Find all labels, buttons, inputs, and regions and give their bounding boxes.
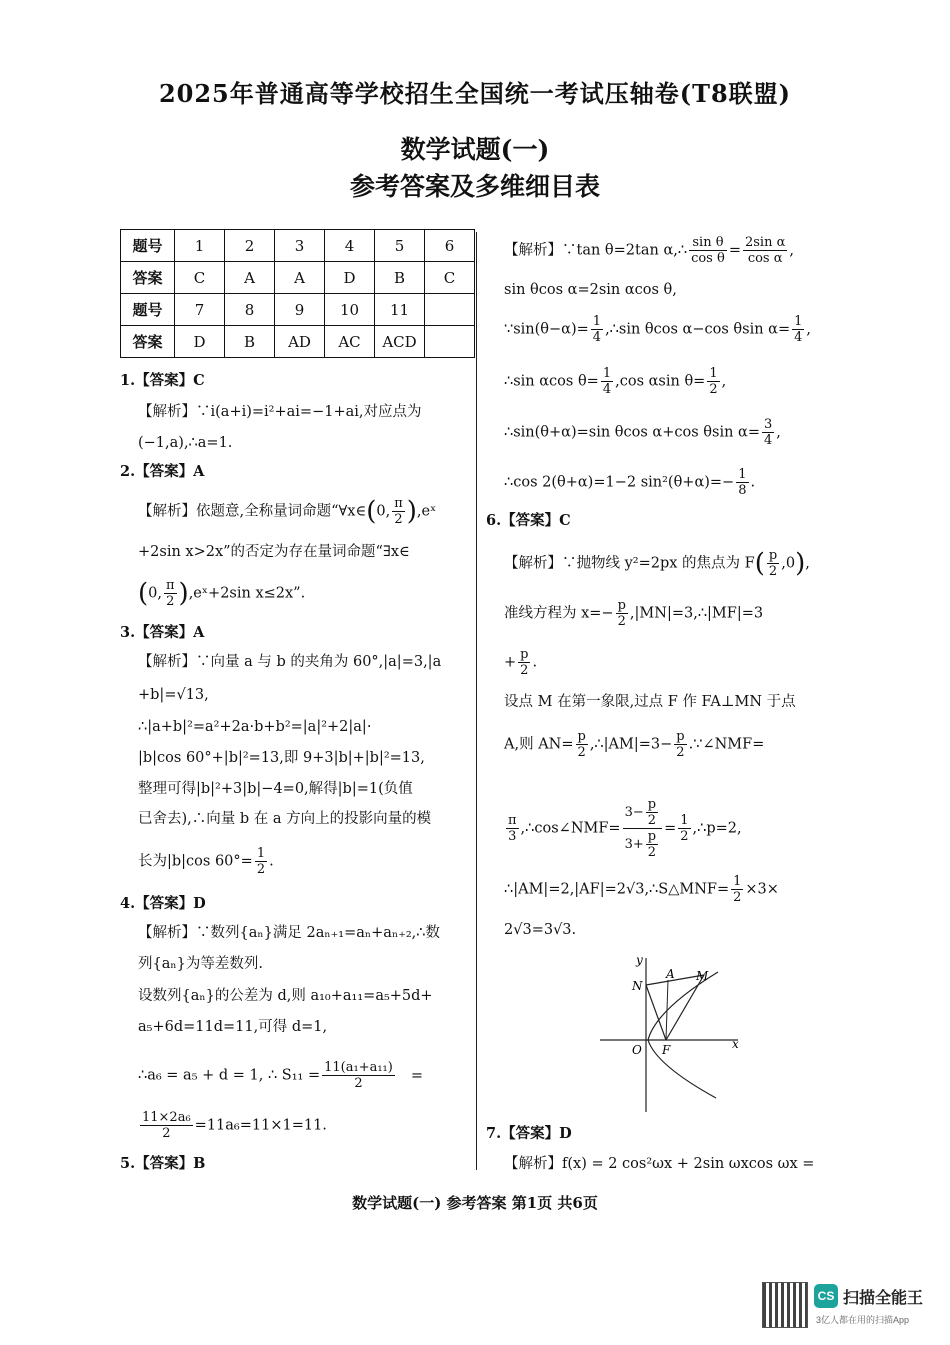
denominator: 2 — [576, 744, 588, 760]
fraction — [743, 235, 787, 266]
table-cell: 5 — [375, 230, 425, 262]
text: ×3× — [745, 881, 779, 898]
answer-table — [120, 229, 475, 358]
text: ∴sin αcos θ= — [504, 373, 599, 390]
table-cell: A — [225, 262, 275, 294]
parabola-curve — [648, 972, 718, 1098]
text: ,eˣ+2sin x≤2x”. — [188, 585, 306, 602]
table-cell — [425, 294, 475, 326]
numerator: 1 — [709, 366, 718, 381]
q5-solution-line — [504, 467, 755, 498]
denominator: 4 — [763, 433, 773, 448]
numerator: π — [394, 496, 403, 511]
denominator: 2 — [733, 890, 742, 905]
table-cell: C — [425, 262, 475, 294]
denominator: 2 — [164, 593, 177, 609]
numerator: 1 — [592, 314, 602, 329]
numerator: 11×2a₆ — [142, 1110, 191, 1125]
fraction — [591, 314, 603, 345]
paren: ( — [754, 548, 765, 579]
text: = — [410, 1067, 423, 1084]
fraction — [767, 548, 779, 579]
table-row — [121, 262, 475, 294]
text: ,eˣ — [416, 503, 437, 520]
fraction — [164, 578, 177, 609]
table-cell: C — [175, 262, 225, 294]
fraction — [616, 598, 628, 629]
table-cell: B — [225, 326, 275, 358]
text: ,∴|AM|=3− — [589, 736, 673, 753]
numerator: π — [508, 813, 517, 828]
text: ∴cos 2(θ+α)=1−2 sin²(θ+α)=− — [504, 474, 735, 491]
fraction — [792, 314, 804, 345]
numerator: p — [768, 548, 778, 563]
parabola-figure — [596, 950, 746, 1115]
denominator: 2 — [709, 382, 718, 397]
text: 准线方程为 x=− — [504, 605, 614, 622]
text: ,cos αsin θ= — [615, 373, 706, 390]
fraction — [601, 366, 613, 397]
table-cell: 6 — [425, 230, 475, 262]
denominator: 4 — [794, 330, 803, 345]
table-cell: 10 — [325, 294, 375, 326]
table-cell: 答案 — [121, 262, 175, 294]
text: ,|MN|=3,∴|MF|=3 — [629, 605, 764, 622]
camscanner-logo: CS — [814, 1284, 838, 1308]
text: . — [269, 853, 274, 870]
table-cell: AD — [275, 326, 325, 358]
q6-solution-line: 设点 M 在第一象限,过点 F 作 FA⊥MN 于点 — [504, 694, 796, 710]
fraction — [762, 417, 774, 448]
q6-solution-line: 2√3=3√3. — [504, 922, 577, 938]
q5-solution-line — [504, 314, 811, 345]
text: ∴a₆ = a₅ + d = 1, ∴ S₁₁ = — [138, 1067, 321, 1084]
denominator: 4 — [592, 330, 602, 345]
text: . — [532, 654, 538, 671]
table-cell: 4 — [325, 230, 375, 262]
label-O: O — [632, 1043, 642, 1057]
fraction — [674, 729, 686, 760]
q5-answer: 5.【答案】B — [120, 1155, 206, 1172]
text: , — [776, 424, 781, 441]
table-cell: 11 — [375, 294, 425, 326]
q3-solution-line: 【解析】∵向量 a 与 b 的夹角为 60°,|a|=3,|a — [138, 654, 442, 670]
text: ∴|AM|=2,|AF|=2√3,∴S△MNF= — [504, 881, 730, 898]
fraction — [707, 366, 719, 397]
numerator: p — [617, 598, 626, 613]
table-cell: D — [325, 262, 375, 294]
denominator: 2 — [322, 1075, 395, 1091]
q3-solution-line: ∴|a+b|²=a²+2a·b+b²=|a|²+2|a|· — [138, 719, 372, 735]
denominator: cos α — [743, 250, 787, 266]
numerator — [623, 797, 663, 828]
q3-answer: 3.【答案】A — [120, 624, 205, 641]
numerator: p — [520, 647, 529, 662]
table-cell: 答案 — [121, 326, 175, 358]
q7-solution-line: 【解析】f(x) = 2 cos²ωx + 2sin ωxcos ωx = — [504, 1156, 815, 1172]
fraction — [506, 813, 519, 844]
paren: ) — [178, 578, 189, 609]
text: 【解析】∵tan θ=2tan α,∴ — [504, 242, 688, 259]
q4-solution-line: a₅+6d=11d=11,可得 d=1, — [138, 1019, 328, 1035]
denominator: 3 — [506, 828, 519, 844]
text: ,∴p=2, — [692, 820, 742, 837]
subject-title: 数学试题(一) — [400, 135, 550, 164]
q2-solution-line: +2sin x>2x”的否定为存在量词命题“∃x∈ — [138, 544, 410, 560]
text: .∵∠NMF= — [688, 736, 765, 753]
table-cell: D — [175, 326, 225, 358]
q2-answer: 2.【答案】A — [120, 463, 205, 480]
text: + — [504, 654, 517, 671]
segment-NF — [646, 985, 666, 1040]
fraction — [736, 467, 748, 498]
table-cell: 1 — [175, 230, 225, 262]
text: 【解析】依题意,全称量词命题“∀x∈ — [138, 503, 367, 520]
table-row — [121, 294, 475, 326]
text: ,∴sin θcos α−cos θsin α= — [605, 321, 791, 338]
text: = — [728, 242, 741, 259]
q3-solution-line: |b|cos 60°+|b|²=13,即 9+3|b|+|b|²=13, — [138, 750, 425, 766]
q4-solution-line — [138, 1060, 423, 1091]
numerator: 2sin α — [744, 235, 786, 250]
q5-solution-line — [504, 235, 794, 266]
table-cell: 3 — [275, 230, 325, 262]
denominator: 2 — [140, 1125, 193, 1141]
q5-solution-line — [504, 366, 726, 397]
table-cell: AC — [325, 326, 375, 358]
paren: ( — [366, 496, 377, 527]
paren: ( — [138, 578, 149, 609]
table-cell: A — [275, 262, 325, 294]
q6-solution-line — [504, 729, 764, 760]
label-y: y — [636, 953, 643, 967]
numerator: 1 — [733, 874, 742, 889]
table-cell — [425, 326, 475, 358]
fraction — [255, 846, 267, 877]
scanner-app-name: 扫描全能王 — [843, 1290, 924, 1307]
text: ∵sin(θ−α)= — [504, 321, 589, 338]
numerator: p — [647, 797, 657, 812]
label-M: M — [696, 969, 709, 983]
q1-answer: 1.【答案】C — [120, 372, 205, 389]
q6-solution-line — [504, 548, 810, 579]
denominator: 2 — [767, 563, 779, 579]
paren: ) — [406, 496, 417, 527]
text: , — [805, 555, 810, 572]
q5-solution-line — [504, 417, 781, 448]
text: . — [750, 474, 756, 491]
table-cell: B — [375, 262, 425, 294]
numerator: p — [647, 829, 657, 844]
table-row — [121, 230, 475, 262]
table-cell: 2 — [225, 230, 275, 262]
text: 【解析】∵抛物线 y²=2px 的焦点为 F — [504, 555, 755, 572]
paren: ) — [795, 548, 806, 579]
numerator: 1 — [256, 846, 266, 861]
text: , — [806, 321, 811, 338]
fraction — [646, 829, 658, 860]
fraction — [322, 1060, 395, 1091]
denominator: 2 — [646, 812, 658, 828]
numerator: p — [577, 729, 586, 744]
text: , — [721, 373, 727, 390]
label-F: F — [662, 1043, 671, 1057]
text: ,0 — [781, 555, 796, 572]
fraction — [678, 813, 690, 844]
q3-solution-line: 整理可得|b|²+3|b|−4=0,解得|b|=1(负值 — [138, 781, 413, 797]
q3-solution-line: +b|=√13, — [138, 687, 209, 703]
text: 3+ — [624, 837, 644, 852]
qr-code-icon — [762, 1282, 808, 1328]
fraction — [646, 797, 658, 828]
exam-title: 2025年普通高等学校招生全国统一考试压轴卷(T8联盟) — [158, 79, 792, 108]
denominator: 2 — [674, 744, 686, 760]
text: 3− — [624, 805, 644, 820]
page-footer: 数学试题(一) 参考答案 第1页 共6页 — [352, 1194, 598, 1212]
numerator: 11(a₁+a₁₁) — [324, 1060, 393, 1075]
q3-solution-line — [138, 846, 274, 877]
fraction — [140, 1110, 193, 1141]
q4-solution-line: 设数列{aₙ}的公差为 d,则 a₁₀+a₁₁=a₅+5d+ — [138, 988, 433, 1004]
q4-answer: 4.【答案】D — [120, 895, 206, 912]
q1-solution-line: 【解析】∵i(a+i)=i²+ai=−1+ai,对应点为 — [138, 404, 422, 420]
table-cell: 题号 — [121, 230, 175, 262]
table-cell: 7 — [175, 294, 225, 326]
text: = — [664, 820, 677, 837]
q7-answer: 7.【答案】D — [486, 1125, 572, 1142]
text: 0, — [148, 585, 162, 602]
scanner-tagline: 3亿人都在用的扫描App — [816, 1315, 910, 1325]
q6-answer: 6.【答案】C — [486, 512, 571, 529]
denominator: 2 — [256, 862, 266, 877]
q6-solution-line — [504, 797, 742, 860]
label-x: x — [732, 1037, 739, 1051]
q6-solution-line — [504, 598, 763, 629]
denominator: 2 — [518, 662, 530, 678]
fraction — [392, 496, 405, 527]
fraction — [623, 797, 663, 860]
numerator: 3 — [763, 417, 773, 432]
q3-solution-line: 已舍去),∴向量 b 在 a 方向上的投影向量的模 — [138, 811, 432, 827]
fraction — [731, 874, 743, 905]
numerator: 1 — [602, 366, 612, 381]
column-divider — [476, 232, 477, 1170]
table-cell: ACD — [375, 326, 425, 358]
table-cell: 题号 — [121, 294, 175, 326]
q2-solution-line — [138, 496, 436, 527]
fraction — [689, 235, 727, 266]
numerator: p — [676, 729, 685, 744]
q1-solution-line: (−1,a),∴a=1. — [138, 435, 233, 451]
table-cell: 8 — [225, 294, 275, 326]
numerator: 1 — [680, 813, 689, 828]
text: A,则 AN= — [504, 736, 574, 753]
q4-solution-line — [138, 1110, 327, 1141]
q6-solution-line — [504, 874, 779, 905]
denominator: 4 — [602, 382, 612, 397]
denominator — [623, 828, 663, 860]
table-row — [121, 326, 475, 358]
q6-solution-line — [504, 647, 537, 678]
fraction — [576, 729, 588, 760]
denominator: cos θ — [691, 251, 725, 266]
label-N: N — [632, 979, 643, 993]
numerator: 1 — [794, 314, 803, 329]
denominator: 2 — [680, 829, 689, 844]
text: , — [789, 242, 794, 259]
table-cell: 9 — [275, 294, 325, 326]
q5-solution-line: sin θcos α=2sin αcos θ, — [504, 282, 677, 298]
label-A: A — [666, 967, 675, 981]
text: 0, — [376, 503, 391, 520]
q4-solution-line: 列{aₙ}为等差数列. — [138, 956, 263, 972]
q4-solution-line: 【解析】∵数列{aₙ}满足 2aₙ₊₁=aₙ+aₙ₊₂,∴数 — [138, 925, 441, 941]
denominator: 2 — [616, 613, 628, 629]
numerator: sin θ — [692, 235, 724, 250]
answer-key-title: 参考答案及多维细目表 — [349, 172, 600, 201]
text: 长为|b|cos 60°= — [138, 853, 253, 870]
text: ,∴cos∠NMF= — [520, 820, 621, 837]
segment-MF — [666, 975, 704, 1040]
denominator: 2 — [646, 844, 658, 860]
denominator: 8 — [738, 483, 747, 498]
text: ∴sin(θ+α)=sin θcos α+cos θsin α= — [504, 424, 760, 441]
text: =11a₆=11×1=11. — [194, 1117, 327, 1134]
numerator: π — [166, 578, 175, 593]
q2-solution-line — [138, 578, 305, 609]
denominator: 2 — [392, 511, 405, 527]
numerator: 1 — [738, 467, 747, 482]
fraction — [518, 647, 530, 678]
